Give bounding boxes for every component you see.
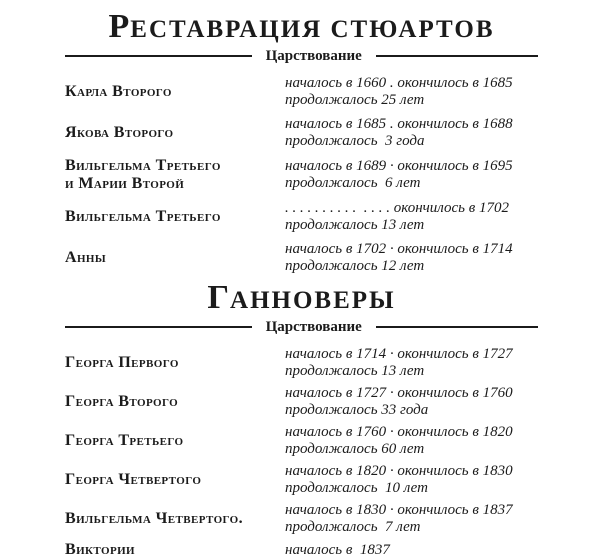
subtitle-label: Царствование — [265, 47, 362, 64]
table-row — [65, 157, 538, 193]
reign-rows — [65, 75, 538, 275]
monarch-name: Вильгельма Четвертого. — [65, 510, 244, 527]
reign-detail: началось в 1685 . окончилось в 1688 продолжалось 3 года — [285, 116, 513, 149]
table-row — [65, 346, 538, 380]
reign-detail: началось в 1660 . окончилось в 1685 продолжалось 25 лет — [285, 75, 513, 108]
rule-left — [65, 326, 252, 328]
monarch-name: Георга Второго — [65, 393, 179, 410]
section-title: ГАННОВЕРЫ — [207, 279, 396, 316]
table-row — [65, 116, 538, 150]
reign-detail: началось в 1837 — [285, 541, 390, 555]
rule-right — [376, 55, 538, 57]
subtitle-rule-row — [65, 318, 538, 336]
section-title: РЕСТАВРАЦИЯ СТЮАРТОВ — [108, 8, 495, 45]
monarch-name: Анны — [65, 249, 107, 266]
monarch-name: Георга Третьего — [65, 432, 184, 449]
table-row — [65, 200, 538, 234]
monarch-name: Карла Второго — [65, 83, 172, 100]
table-row — [65, 75, 538, 109]
monarch-name: Вильгельма Третьего — [65, 208, 221, 225]
monarch-name: Вильгельма Третьего и Марии Второй — [65, 157, 221, 192]
table-row — [65, 424, 538, 458]
monarch-name: Георга Четвертого — [65, 471, 202, 488]
monarch-name: Виктории — [65, 541, 135, 555]
reign-detail: началось в 1760 · окончилось в 1820 продолжалось 60 лет — [285, 424, 513, 457]
table-row — [65, 385, 538, 419]
reign-rows — [65, 346, 538, 555]
reign-detail: началось в 1702 · окончилось в 1714 продолжалось 12 лет — [285, 241, 513, 274]
table-row — [65, 502, 538, 536]
table-row — [65, 463, 538, 497]
section-stuart-restoration — [65, 8, 538, 275]
reign-detail: . . . . . . . . . . . . . . окончилось в 1702 продолжалось 13 лет — [285, 200, 510, 233]
rule-right — [376, 326, 538, 328]
rule-left — [65, 55, 252, 57]
reign-detail: началось в 1830 · окончилось в 1837 продолжалось 7 лет — [285, 502, 513, 535]
subtitle-rule-row — [65, 47, 538, 65]
reign-detail: началось в 1714 · окончилось в 1727 продолжалось 13 лет — [285, 346, 513, 379]
section-hanovers — [65, 279, 538, 555]
subtitle-label: Царствование — [265, 318, 362, 335]
table-row — [65, 241, 538, 275]
reign-detail: началось в 1689 · окончилось в 1695 продолжалось 6 лет — [285, 158, 513, 191]
monarch-name: Георга Первого — [65, 354, 179, 371]
monarch-name: Якова Второго — [65, 124, 174, 141]
table-row — [65, 541, 538, 555]
reign-detail: началось в 1820 · окончилось в 1830 продолжалось 10 лет — [285, 463, 513, 496]
reign-detail: началось в 1727 · окончилось в 1760 продолжалось 33 года — [285, 385, 513, 418]
